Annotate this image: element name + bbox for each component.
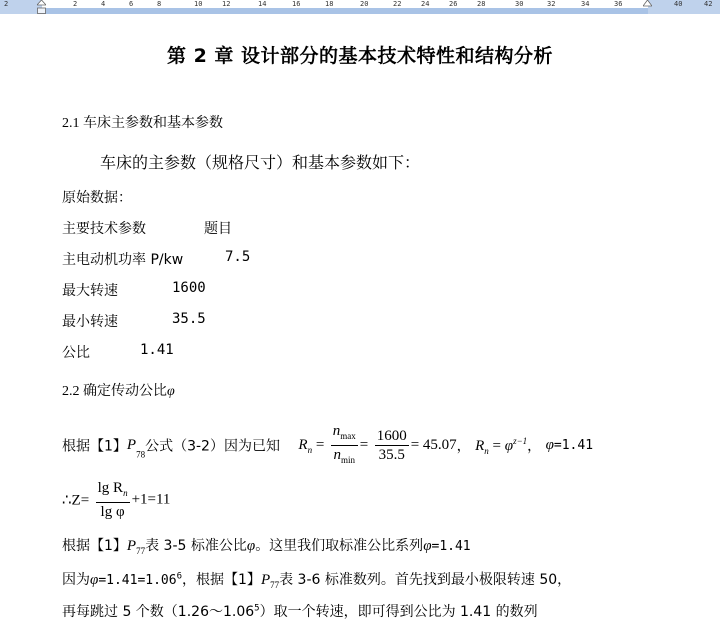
ruler-tick: 14	[258, 0, 267, 8]
param-row	[62, 249, 251, 269]
param-value: 1.41	[140, 342, 174, 358]
ruler-tick: 16	[292, 0, 301, 8]
param-row	[62, 280, 206, 300]
ruler-tick: 28	[477, 0, 486, 8]
ruler-tick: 4	[101, 0, 106, 8]
ruler-tick: 40	[674, 0, 683, 8]
formula-line-rn: 根据【1】$P_{78}$公式（3-2）因为已知 $R_n$ = $\frac{n_{max}}{n_{min}}$ = $\frac{1600}{35.5}$ = 45.07， $R_n = \varphi^{z-1}$， φ=1.41	[62, 422, 593, 469]
param-value: 题目	[204, 221, 232, 237]
raw-data-label: 原始数据：	[62, 190, 132, 206]
paragraph-skip-numbers: 再每跳过 5 个数（1.26～1.06$^5$）取一个转速，即可得到公比为 1.41 的数列	[62, 603, 538, 620]
param-value: 35.5	[172, 311, 206, 327]
ruler-tick: 2	[4, 0, 9, 8]
paragraph-standard-ratio: 根据【1】$P_{77}$表 3-5 标准公比φ。这里我们取标准公比系列φ=1.41	[62, 538, 471, 556]
param-label: 最小转速	[62, 314, 118, 330]
horizontal-ruler[interactable]	[0, 0, 720, 14]
section-intro: 车床的主参数（规格尺寸）和基本参数如下：	[100, 153, 421, 172]
ruler-tick: 42	[704, 0, 713, 8]
fraction-speed-values: $\frac{1600}{35.5}$	[376, 428, 407, 463]
chapter-title: 第 2 章 设计部分的基本技术特性和结构分析	[166, 45, 554, 67]
param-row	[62, 218, 232, 238]
left-indent-marker-icon[interactable]	[37, 0, 46, 14]
param-value: 1600	[172, 280, 206, 296]
fraction-lg: $\frac{\lg R_n}{\text{lg φ}}$	[97, 480, 128, 520]
param-label: 主电动机功率 P/kw	[62, 252, 184, 268]
paragraph-standard-series: 因为$\varphi=1.41=1.06^6$，根据【1】$P_{77}$表 3-6 标准数列。首先找到最小极限转速 50，	[62, 571, 572, 590]
param-row	[62, 311, 206, 331]
ruler-tick: 32	[547, 0, 556, 8]
param-label: 最大转速	[62, 283, 118, 299]
ruler-tick: 8	[157, 0, 162, 8]
ruler-tick: 36	[614, 0, 623, 8]
ruler-tick: 22	[393, 0, 402, 8]
ruler-tick: 24	[421, 0, 430, 8]
formula-line-z: ∴Z= $\frac{\lg R_n}{\text{lg φ}}$ +1=11	[62, 480, 171, 520]
param-label: 公比	[62, 345, 90, 361]
ruler-tick: 34	[581, 0, 590, 8]
param-value: 7.5	[225, 249, 251, 265]
ruler-tick: 2	[73, 0, 78, 8]
ruler-tick: 6	[129, 0, 134, 8]
section-heading-2-1: 2.1 车床主参数和基本参数	[62, 116, 223, 131]
param-label: 主要技术参数	[62, 221, 146, 237]
section-heading-2-2: 2.2 确定传动公比φ	[62, 384, 175, 399]
ruler-tick: 26	[449, 0, 458, 8]
fraction-nmax-nmin: $\frac{n_{max}}{n_{min}}$	[332, 423, 356, 465]
ruler-tick: 12	[222, 0, 231, 8]
phi-symbol: φ	[167, 384, 175, 399]
ruler-tick: 30	[515, 0, 524, 8]
ruler-tick: 18	[325, 0, 334, 8]
ruler-tick: 20	[360, 0, 369, 8]
ruler-tick: 10	[194, 0, 203, 8]
right-indent-marker-icon[interactable]	[643, 0, 652, 14]
param-row	[62, 342, 174, 362]
